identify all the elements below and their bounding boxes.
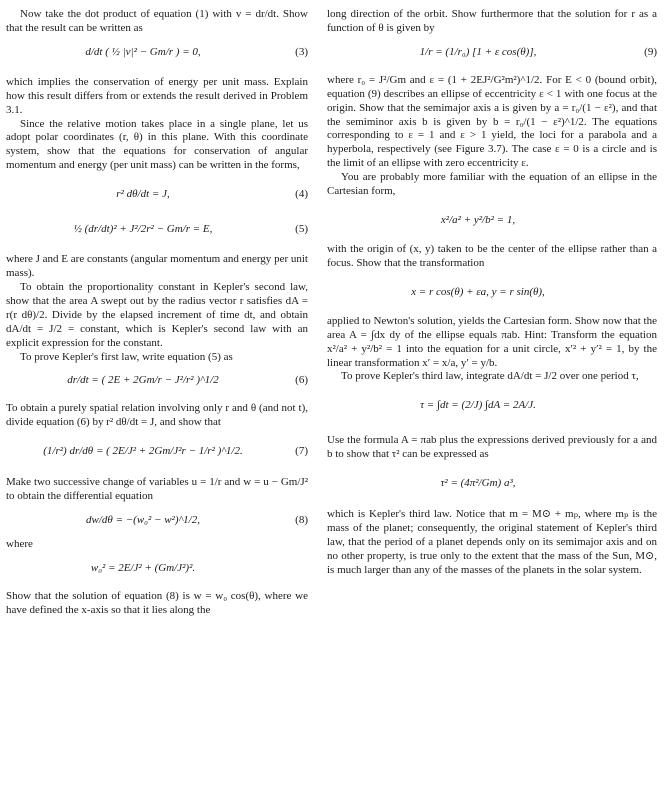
- equation-number: (7): [295, 445, 308, 458]
- paragraph: Show that the solution of equation (8) is w = w₀ cos(θ), where we have defined the x-axis so that it lies along the: [6, 589, 308, 616]
- paragraph: Use the formula A = πab plus the expressions derived previously for a and b to show that τ² can be expressed as: [327, 434, 657, 461]
- right-column: [327, 8, 657, 578]
- equation-ellipse: x²/a² + y²/b² = 1,: [440, 214, 516, 227]
- equation-number: (9): [644, 45, 657, 58]
- equation-w0: w₀² = 2E/J² + (Gm/J²)².: [90, 561, 196, 574]
- equation-3: d/dt ( ½ |v|² − Gm/r ) = 0, (3): [85, 45, 308, 58]
- equation-8: dw/dθ = −(w₀² − w²)^1/2, (8): [86, 514, 308, 527]
- equation-number: (3): [295, 45, 308, 58]
- equation-kepler-third: τ² = (4π²/Gm) a³,: [440, 477, 516, 490]
- equation-5: ½ (dr/dt)² + J²/2r² − Gm/r = E, (5): [73, 223, 308, 236]
- equation-number: (8): [295, 514, 308, 527]
- equation-number: (5): [295, 223, 308, 236]
- equation-number: (6): [295, 374, 308, 387]
- paragraph: To prove Kepler's third law, integrate dA/dt = J/2 over one period τ,: [341, 370, 639, 383]
- paragraph: To obtain a purely spatial relation involving only r and θ (and not t), divide equation (6) by r² dθ/dt = J, and show that: [6, 402, 308, 429]
- paragraph: Now take the dot product of equation (1) with v = dr/dt. Show that the result can be written as: [6, 8, 308, 34]
- paragraph: long direction of the orbit. Show furthermore that the solution for r as a function of θ is given by: [327, 8, 657, 34]
- paragraph: You are probably more familiar with the equation of an ellipse in the Cartesian form,: [327, 171, 657, 198]
- equation-period: τ = ∫dt = (2/J) ∫dA = 2A/J.: [420, 399, 536, 412]
- equation-9: 1/r = (1/r₀) [1 + ε cos(θ)], (9): [419, 45, 657, 58]
- paragraph: which implies the conservation of energy per unit mass. Explain how this result differs from or extends the result derived in Problem 3.1.: [6, 75, 308, 116]
- paragraph: Since the relative motion takes place in a single plane, let us adopt polar coordinates (r, θ) in this plane. With this coordinate system, show that the equations for conservation of angular momentum and energy (per unit mass) can be written in the forms,: [6, 117, 308, 172]
- paragraph: To prove Kepler's first law, write equation (5) as: [20, 350, 233, 363]
- equation-7: (1/r²) dr/dθ = ( 2E/J² + 2Gm/J²r − 1/r² )^1/2. (7): [43, 445, 308, 458]
- equation-6: dr/dt = ( 2E + 2Gm/r − J²/r² )^1/2 (6): [67, 374, 308, 387]
- equation-4: r² dθ/dt = J, (4): [116, 188, 308, 201]
- paragraph: where r₀ = J²/Gm and ε = (1 + 2EJ²/G²m²)^1/2. For E < 0 (bound orbit), equation (9) describes an ellipse of eccentricity ε < 1 with one focus at the origin. Show that the semimajor axis a is given by a = r₀/(1 − ε²), and that the semiminor axis b is given by b = r₀/(1 − ε²)^1/2. The equations corresponding to ε = 1 and ε > 1 yield, the loci for a parabola and a hyperbola, respectively (see Figure 3.7). The case ε = 0 is a circle and is the limit of an ellipse with zero eccentricity ε.: [327, 73, 657, 170]
- paragraph: where J and E are constants (angular momentum and energy per unit mass).: [6, 253, 308, 280]
- paragraph: To obtain the proportionality constant in Kepler's second law, show that the area A swept out by the radius vector r satisfies dA = r(r dθ)/2. Divide by the elapsed increment of time dt, and obtain dA/dt = J/2 = constant, which is Kepler's second law with an explicit expression for the constant.: [6, 280, 308, 349]
- paragraph: Make two successive change of variables u = 1/r and w = u − Gm/J² to obtain the differential equation: [6, 476, 308, 503]
- paragraph: applied to Newton's solution, yields the Cartesian form. Show now that the area A = ∫dx dy of the ellipse equals πab. Hint: Transform the equation x²/a² + y²/b² = 1 into the equation for a unit circle, x′² + y′² = 1, by the linear transformation x′ = x/a, y′ = y/b.: [327, 314, 657, 369]
- equation-transformation: x = r cos(θ) + εa, y = r sin(θ),: [411, 285, 545, 298]
- paragraph: with the origin of (x, y) taken to be the center of the ellipse rather than a focus. Show that the transformation: [327, 242, 657, 269]
- paragraph: which is Kepler's third law. Notice that m = M⊙ + mₚ, where mₚ is the mass of the planet; consequently, the original statement of Kepler's third law, that the period of a planet depends only on its semimajor axis and on no other property, is true only to the extent that the mass of the Sun, M⊙, is much larger than any of the masses of the planets in the solar system.: [327, 508, 657, 576]
- left-column: [6, 8, 308, 618]
- paragraph: where: [6, 538, 33, 551]
- equation-number: (4): [295, 188, 308, 201]
